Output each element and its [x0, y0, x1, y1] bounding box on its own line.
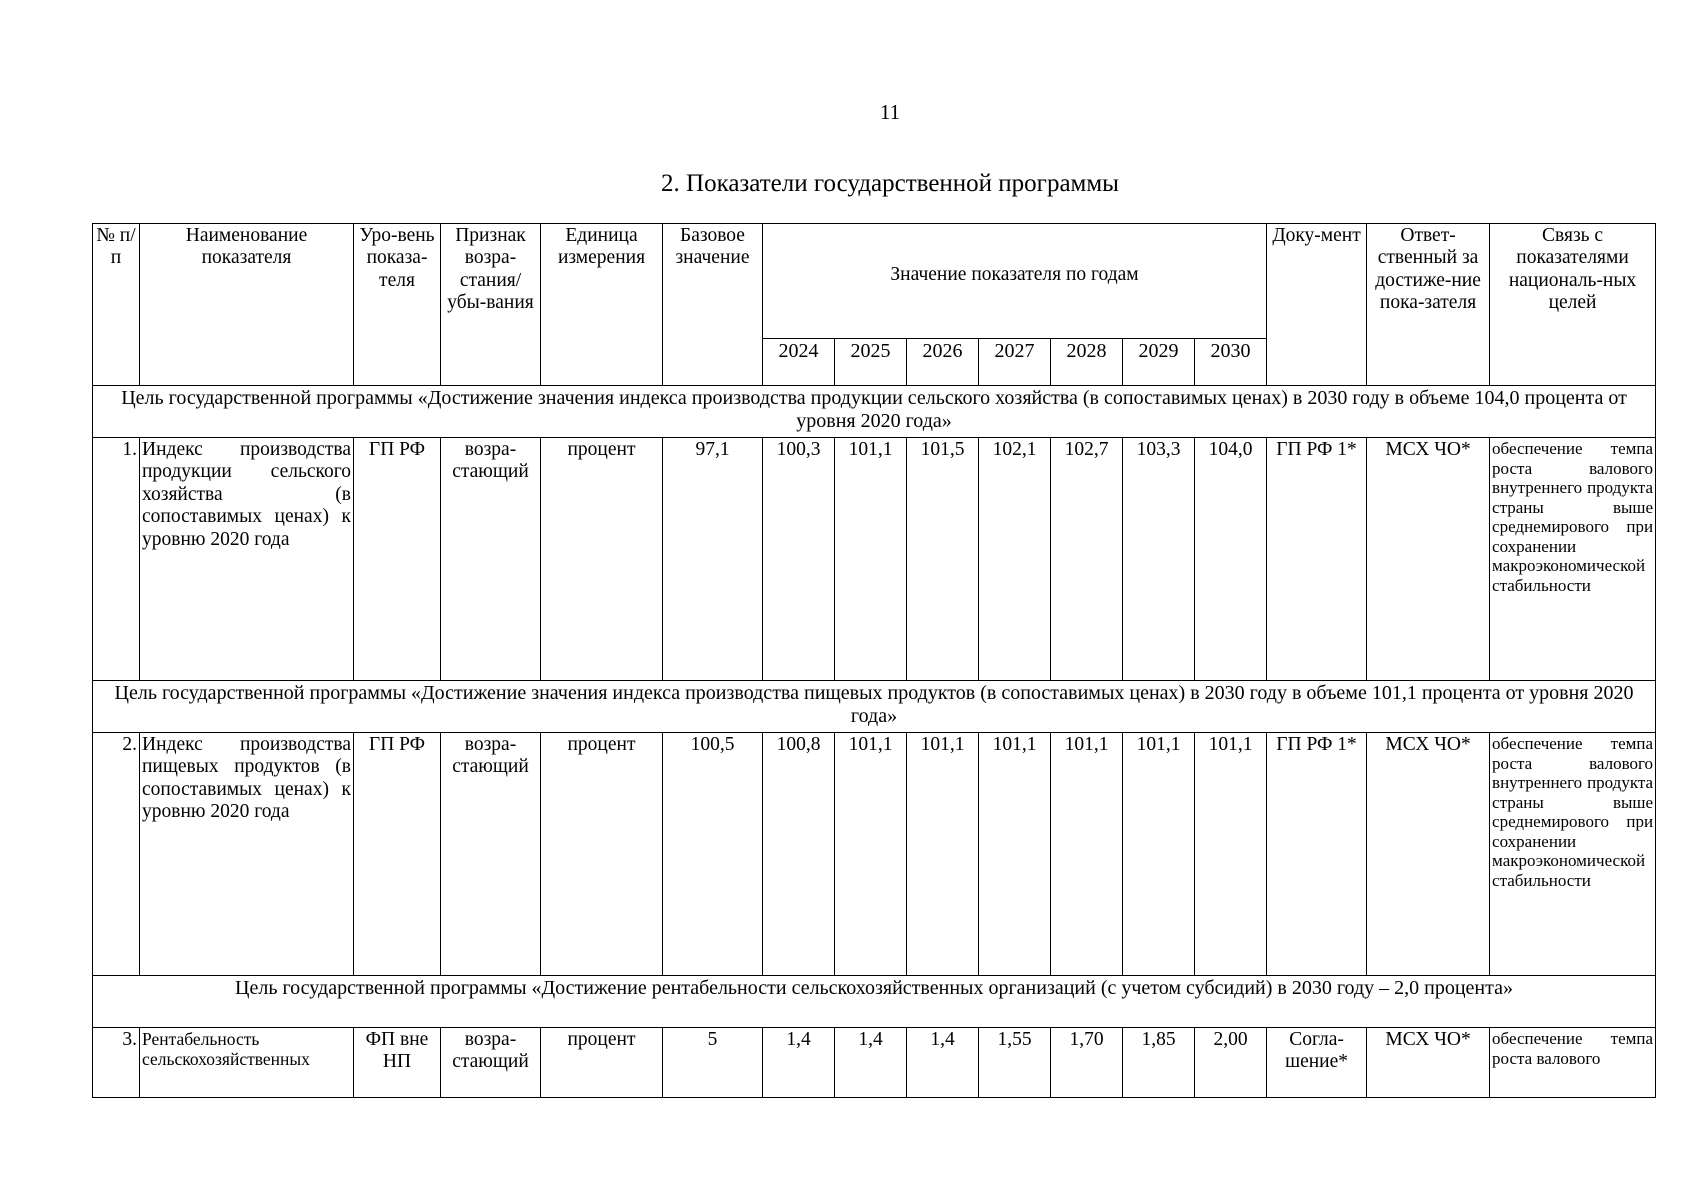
indicator-trend: возра-стающий: [441, 1028, 541, 1098]
indicator-name: Рентабельность сельскохозяйственных: [140, 1028, 354, 1098]
year-value: 1,55: [979, 1028, 1051, 1098]
indicator-responsible: МСХ ЧО*: [1367, 438, 1490, 681]
indicator-unit: процент: [541, 733, 663, 976]
header-trend: Признак возра-стания/ убы-вания: [441, 224, 541, 386]
indicator-unit: процент: [541, 1028, 663, 1098]
document-title: 2. Показатели государственной программы: [661, 170, 1119, 197]
indicator-base: 5: [663, 1028, 763, 1098]
year-value: 101,5: [907, 438, 979, 681]
header-values-by-year: Значение показателя по годам: [763, 224, 1267, 339]
indicator-responsible: МСХ ЧО*: [1367, 733, 1490, 976]
goal-row: [93, 976, 1656, 1028]
header-link: Связь с показателями националь-ных целей: [1490, 224, 1656, 386]
year-value: 1,70: [1051, 1028, 1123, 1098]
goal-row: [93, 386, 1656, 438]
table-row: [93, 438, 1656, 681]
national-goal-link: обеспечение темпа роста валового внутреннего продукта страны выше среднемирового при сохранении макроэкономической стабильности: [1490, 733, 1656, 976]
national-goal-link: обеспечение темпа роста валового внутреннего продукта страны выше среднемирового при сохранении макроэкономической стабильности: [1490, 438, 1656, 681]
year-value: 101,1: [835, 438, 907, 681]
goal-row: [93, 681, 1656, 733]
row-num: 3.: [93, 1028, 140, 1098]
year-value: 1,85: [1123, 1028, 1195, 1098]
header-base: Базовое значение: [663, 224, 763, 386]
page-number: 11: [879, 100, 901, 124]
year-value: 2,00: [1195, 1028, 1267, 1098]
indicator-document: ГП РФ 1*: [1267, 733, 1367, 976]
year-header: 2030: [1195, 339, 1267, 386]
indicator-trend: возра-стающий: [441, 438, 541, 681]
indicator-base: 97,1: [663, 438, 763, 681]
indicators-table: [92, 223, 1656, 1098]
year-header: 2025: [835, 339, 907, 386]
indicator-document: Согла-шение*: [1267, 1028, 1367, 1098]
indicator-name: Индекс производства пищевых продуктов (в сопоставимых ценах) к уровню 2020 года: [140, 733, 354, 976]
year-value: 100,8: [763, 733, 835, 976]
header-responsible: Ответ-ственный за достиже-ние пока-зателя: [1367, 224, 1490, 386]
year-header: 2027: [979, 339, 1051, 386]
indicator-base: 100,5: [663, 733, 763, 976]
indicator-responsible: МСХ ЧО*: [1367, 1028, 1490, 1098]
table-row: [93, 733, 1656, 976]
table-header-row: [93, 224, 1656, 339]
year-value: 101,1: [979, 733, 1051, 976]
header-name: Наименование показателя: [140, 224, 354, 386]
header-document: Доку-мент: [1267, 224, 1367, 386]
header-unit: Единица измерения: [541, 224, 663, 386]
table-row: [93, 1028, 1656, 1098]
year-header: 2028: [1051, 339, 1123, 386]
year-value: 101,1: [1195, 733, 1267, 976]
indicator-level: ГП РФ: [354, 438, 441, 681]
indicator-document: ГП РФ 1*: [1267, 438, 1367, 681]
goal-text: Цель государственной программы «Достижение значения индекса производства пищевых продуктов (в сопоставимых ценах) в 2030 году в объеме 101,1 процента от уровня 2020 года»: [93, 681, 1656, 733]
year-value: 101,1: [1123, 733, 1195, 976]
goal-text: Цель государственной программы «Достижение рентабельности сельскохозяйственных организаций (с учетом субсидий) в 2030 году – 2,0 процента»: [93, 976, 1656, 1028]
indicator-level: ФП вне НП: [354, 1028, 441, 1098]
row-num: 2.: [93, 733, 140, 976]
national-goal-link: обеспечение темпа роста валового: [1490, 1028, 1656, 1098]
year-header: 2029: [1123, 339, 1195, 386]
header-level: Уро-вень показа-теля: [354, 224, 441, 386]
year-value: 1,4: [763, 1028, 835, 1098]
year-value: 101,1: [1051, 733, 1123, 976]
indicator-level: ГП РФ: [354, 733, 441, 976]
year-value: 1,4: [907, 1028, 979, 1098]
year-value: 102,7: [1051, 438, 1123, 681]
year-value: 101,1: [907, 733, 979, 976]
year-value: 102,1: [979, 438, 1051, 681]
year-header: 2024: [763, 339, 835, 386]
year-value: 103,3: [1123, 438, 1195, 681]
year-header: 2026: [907, 339, 979, 386]
year-value: 101,1: [835, 733, 907, 976]
indicator-name: Индекс производства продукции сельского хозяйства (в сопоставимых ценах) к уровню 2020 года: [140, 438, 354, 681]
goal-text: Цель государственной программы «Достижение значения индекса производства продукции сельского хозяйства (в сопоставимых ценах) в 2030 году в объеме 104,0 процента от уровня 2020 года»: [93, 386, 1656, 438]
indicator-unit: процент: [541, 438, 663, 681]
indicator-trend: возра-стающий: [441, 733, 541, 976]
year-value: 100,3: [763, 438, 835, 681]
year-value: 104,0: [1195, 438, 1267, 681]
header-num: № п/п: [93, 224, 140, 386]
year-value: 1,4: [835, 1028, 907, 1098]
row-num: 1.: [93, 438, 140, 681]
